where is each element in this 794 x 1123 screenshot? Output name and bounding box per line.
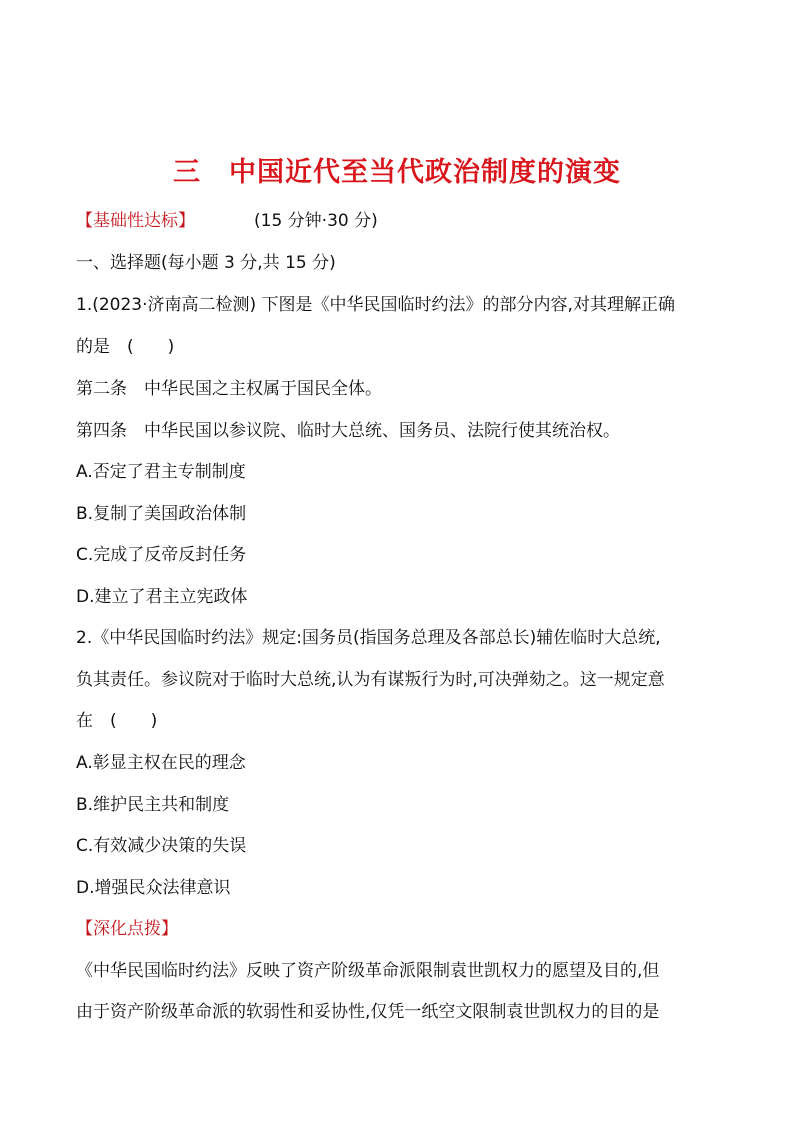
q2-option-d: D.增强民众法律意识 (76, 878, 231, 898)
time-score-info: (15 分钟·30 分) (254, 211, 378, 231)
basic-section-label: 【基础性达标】 (76, 211, 195, 231)
q1-option-b: B.复制了美国政治体制 (76, 504, 247, 524)
deepen-text-line2: 由于资产阶级革命派的软弱性和妥协性,仅凭一纸空文限制袁世凯权力的目的是 (76, 1002, 660, 1022)
q2-option-b: B.维护民主共和制度 (76, 795, 230, 815)
q1-stem-line2: 的是 ( ) (76, 337, 175, 357)
q1-stem-line1: 1.(2023·济南高二检测) 下图是《中华民国临时约法》的部分内容,对其理解正确 (76, 295, 675, 315)
deepen-text-line1: 《中华民国临时约法》反映了资产阶级革命派限制袁世凯权力的愿望及目的,但 (76, 961, 660, 981)
q2-stem-line2: 负其责任。参议院对于临时大总统,认为有谋叛行为时,可决弹劾之。这一规定意 (76, 670, 665, 690)
q2-stem-line1: 2.《中华民国临时约法》规定:国务员(指国务总理及各部总长)辅佐临时大总统, (76, 628, 661, 648)
q1-option-d: D.建立了君主立宪政体 (76, 587, 248, 607)
q1-article-2: 第二条 中华民国之主权属于国民全体。 (76, 379, 382, 399)
q1-article-4: 第四条 中华民国以参议院、临时大总统、国务员、法院行使其统治权。 (76, 421, 620, 441)
q1-option-a: A.否定了君主专制制度 (76, 462, 246, 482)
page-title: 三 中国近代至当代政治制度的演变 (173, 157, 621, 188)
part-heading: 一、选择题(每小题 3 分,共 15 分) (76, 253, 336, 273)
q2-stem-line3: 在 ( ) (76, 711, 158, 731)
q2-option-c: C.有效减少决策的失误 (76, 836, 247, 856)
q1-option-c: C.完成了反帝反封任务 (76, 545, 247, 565)
deepen-section-label: 【深化点拨】 (76, 919, 178, 939)
q2-option-a: A.彰显主权在民的理念 (76, 753, 246, 773)
